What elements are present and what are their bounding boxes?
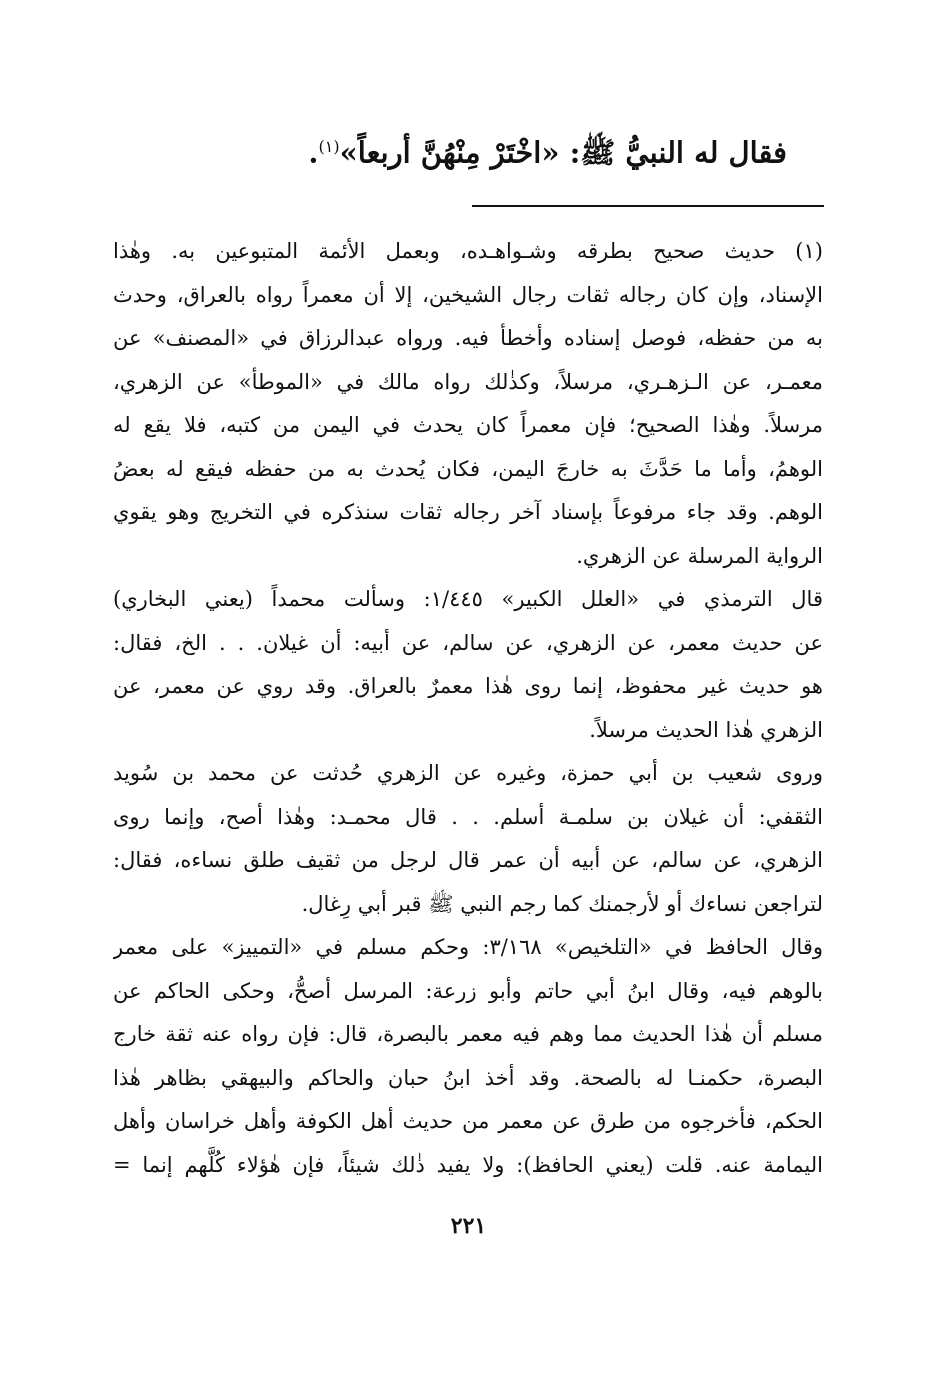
footnote-line: الزهري، عن سالم، عن أبيه أن عمر قال لرجل من ثقيف طلق نساءه، فقال: [113, 848, 823, 872]
main-text-line [107, 118, 787, 182]
footnote-line: الثقفي: أن غيلان بن سلمـة أسلم. . . قال محمـد: وهٰذا أصح، وإنما روى [113, 804, 823, 829]
main-text: فقال له النبيُّ ﷺ: «اخْتَرْ مِنْهُنَّ أربعاً» [339, 135, 787, 170]
footnote-reference: (١) [318, 137, 340, 156]
footnote-line: عن حديث معمر، عن الزهري، عن سالم، عن أبيه: أن غيلان. . . الخ، فقال: [113, 630, 823, 655]
footnote-paragraph-2 [113, 578, 823, 752]
footnote-line: قال الترمذي في «العلل الكبير» ١/٤٤٥: وسألت محمداً (يعني البخاري) [113, 587, 823, 611]
footnote-line: معمـر، عن الـزهـري، مرسلاً، وكذٰلك رواه مالك في «الموطأ» عن الزهري، [113, 369, 823, 394]
footnotes-block [113, 230, 823, 1187]
footnote-line: مسلم أن هٰذا الحديث مما وهم فيه معمر بالبصرة، قال: فإن رواه عنه ثقة خارج [113, 1022, 823, 1046]
footnote-line: الزهري هٰذا الحديث مرسلاً. [589, 717, 823, 742]
footnote-line: وقال الحافظ في «التلخيص» ٣/١٦٨: وحكم مسلم في «التمييز» على معمر [113, 935, 823, 959]
footnote-separator [472, 205, 824, 207]
footnote-line: الوهم. وقد جاء مرفوعاً بإسناد آخر رجاله ثقات سنذكره في التخريج وهو يقوي [113, 500, 823, 524]
footnote-line: الحكم، فأخرجوه من طرق عن معمر من حديث أهل الكوفة وأهل خراسان وأهل [113, 1109, 823, 1133]
footnote-line: لتراجعن نساءك أو لأرجمنك كما رجم النبي ﷺ قبر أبي رِغال. [301, 891, 823, 916]
footnote-paragraph-1 [113, 230, 823, 578]
footnote-line: هو حديث غير محفوظ، إنما روى هٰذا معمرٌ بالعراق. وقد روي عن معمر، عن [113, 674, 823, 698]
footnote-line: وروى شعيب بن أبي حمزة، وغيره عن الزهري حُدثت عن محمد بن سُويد [113, 761, 823, 785]
footnote-line: به من حفظه، فوصل إسناده وأخطأ فيه. ورواه عبدالرزاق في «المصنف» عن [113, 326, 823, 350]
footnote-line: مرسلاً. وهٰذا الصحيح؛ فإن معمراً كان يحدث في اليمن من كتبه، فلا يقع له [113, 413, 823, 437]
footnote-line: الإسناد، وإن كان رجاله ثقات رجال الشيخين، إلا أن معمراً رواه بالعراق، وحدث [113, 282, 823, 307]
footnote-line: اليمامة عنه. قلت (يعني الحافظ): ولا يفيد ذٰلك شيئاً، فإن هٰؤلاء كُلَّهم إنما = [113, 1152, 823, 1177]
footnote-line: البصرة، حكمنـا له بالصحة. وقد أخذ ابنُ حبان والحاكم والبيهقي بظاهر هٰذا [113, 1065, 823, 1090]
footnote-line: الوهمُ، وأما ما حَدَّثَ به خارجَ اليمن، فكان يُحدث به من حفظه فيقع له بعضُ [113, 456, 823, 481]
footnote-paragraph-3 [113, 752, 823, 926]
footnote-paragraph-4 [113, 926, 823, 1187]
footnote-line: بالوهم فيه، وقال ابنُ أبي حاتم وأبو زرعة: المرسل أصحُّ، وحكى الحاكم عن [113, 978, 823, 1003]
page-number: ٢٢١ [450, 1213, 487, 1239]
main-text-end: . [308, 135, 319, 170]
footnote-line: الرواية المرسلة عن الزهري. [576, 543, 823, 568]
footnote-line: (١) حديث صحيح بطرقه وشـواهـده، وبعمل الأئمة المتبوعين به. وهٰذا [113, 239, 823, 263]
